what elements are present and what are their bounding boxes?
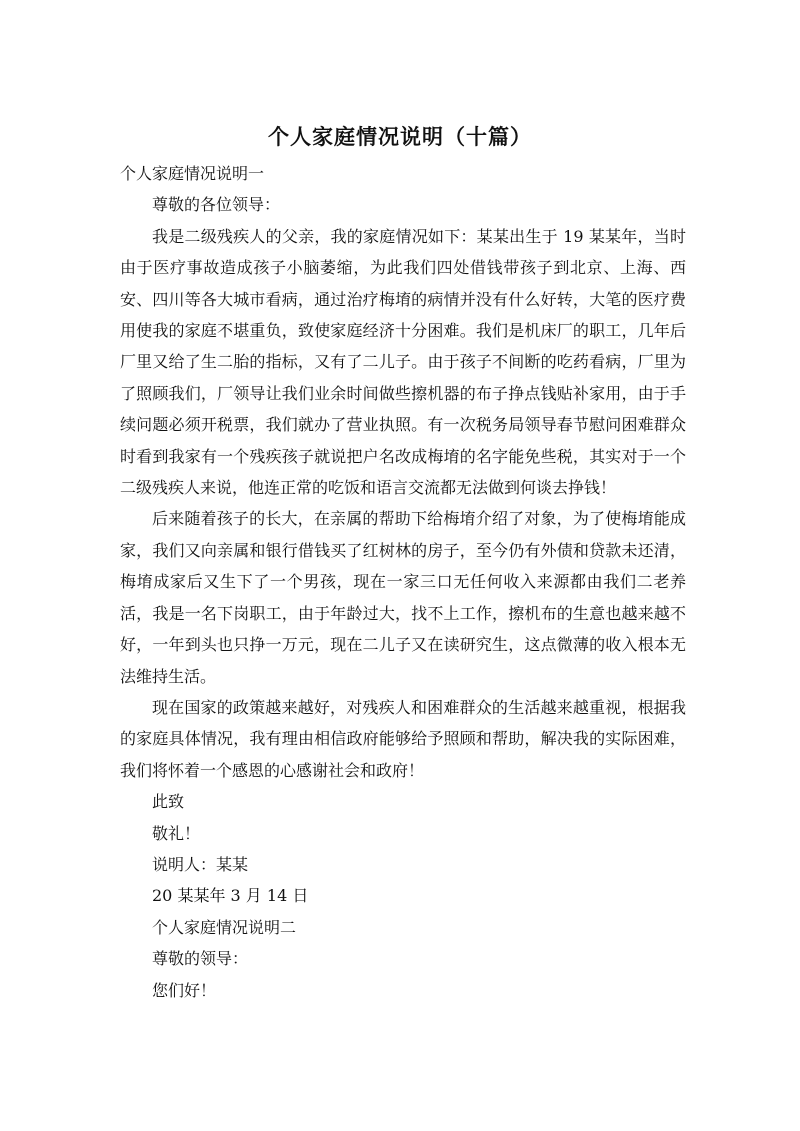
body-paragraph-1: 我是二级残疾人的父亲，我的家庭情况如下：某某出生于 19 某某年，当时由于医疗事故造成孩子小脑萎缩，为此我们四处借钱带孩子到北京、上海、西安、四川等各大城市看病，通过治疗梅堉的病情并没有什么好转，大笔的医疗费用使我的家庭不堪重负，致使家庭经济十分困难。我们是机床厂的职工，几年后厂里又给了生二胎的指标，又有了二儿子。由于孩子不间断的吃药看病，厂里为了照顾我们，厂领导让我们业余时间做些擦机器的布子挣点钱贴补家用，由于手续问题必须开税票，我们就办了营业执照。有一次税务局领导春节慰问困难群众时看到我家有一个残疾孩子就说把户名改成梅堉的名字能免些税，其实对于一个二级残疾人来说，他连正常的吃饭和语言交流都无法做到何谈去挣钱！ — [120, 226, 686, 498]
body-paragraph-3: 现在国家的政策越来越好，对残疾人和困难群众的生活越来越重视，根据我的家庭具体情况，我有理由相信政府能够给予照顾和帮助，解决我的实际困难，我们将怀着一个感恩的心感谢社会和政府！ — [120, 697, 686, 780]
body-paragraph-2: 后来随着孩子的长大，在亲属的帮助下给梅堉介绍了对象，为了使梅堉能成家，我们又向亲属和银行借钱买了红树林的房子，至今仍有外债和贷款未还清，梅堉成家后又生下了一个男孩，现在一家三口无任何收入来源都由我们二老养活，我是一名下岗职工，由于年龄过大，找不上工作，擦机布的生意也越来越不好，一年到头也只挣一万元，现在二儿子又在读研究生，这点微薄的收入根本无法维持生活。 — [120, 509, 686, 686]
greeting-line-2: 尊敬的领导： — [152, 949, 249, 969]
section-heading-1: 个人家庭情况说明一 — [120, 164, 265, 183]
document-body — [120, 158, 686, 1006]
document-title: 个人家庭情况说明（十篇） — [268, 125, 532, 149]
greeting-line: 尊敬的各位领导： — [152, 195, 281, 215]
date-line: 20 某某年 3 月 14 日 — [152, 886, 309, 906]
closing-line-2: 敬礼！ — [152, 823, 201, 843]
greeting-line-2b: 您们好！ — [152, 980, 217, 1000]
closing-line-1: 此致 — [152, 792, 185, 812]
signer-line: 说明人：某某 — [152, 854, 249, 874]
section-heading-2: 个人家庭情况说明二 — [152, 917, 297, 937]
